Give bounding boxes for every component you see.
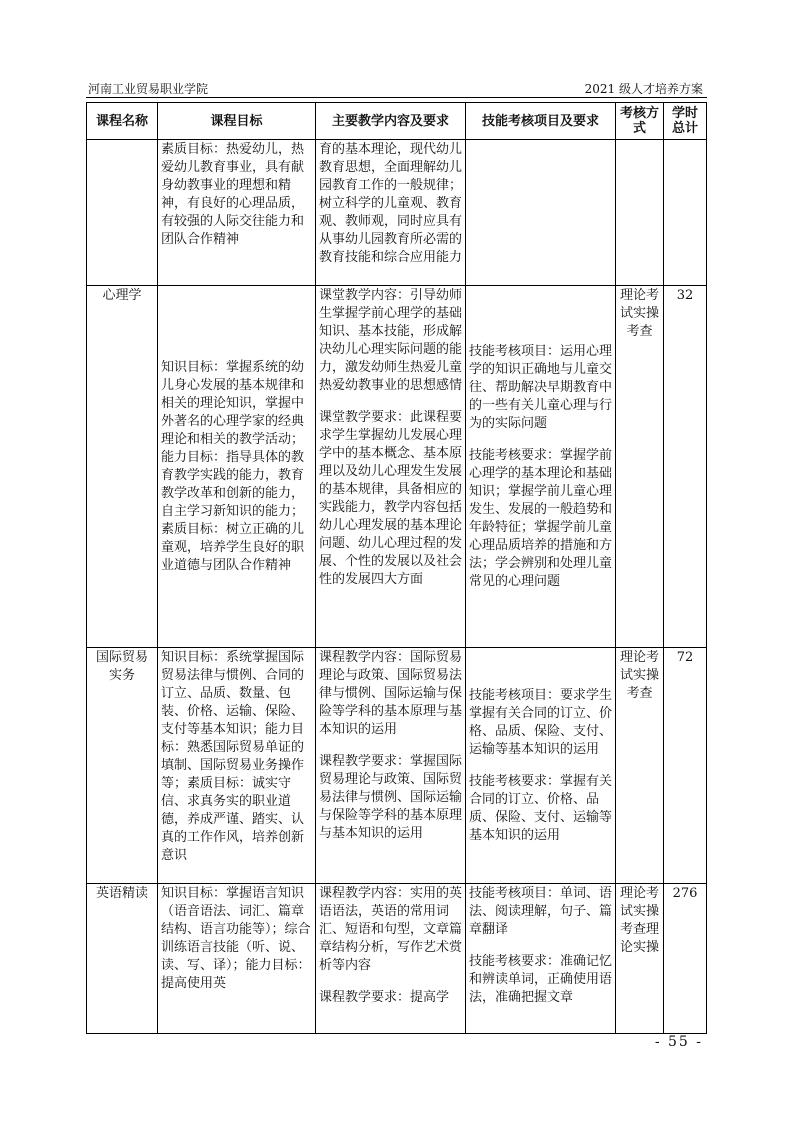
course-goal-text: 素质目标：热爱幼儿，热爱幼儿教育事业，具有献身幼教事业的理想和精神，有良好的心理品质，有较强的人际交往能力和团队合作精神 — [161, 142, 305, 247]
assessment-method-cell — [616, 648, 664, 884]
teaching-content-cell — [316, 286, 466, 648]
assessment-method-cell — [616, 140, 664, 286]
teaching-content-cell — [316, 648, 466, 884]
header-assessment-method: 考核方式 — [616, 103, 664, 140]
total-hours-cell: 276 — [664, 884, 707, 1034]
content-paragraph: 课程教学内容：国际贸易理论与政策、国际贸易法律与惯例、国际运输与保险等学科的基本原理与基本知识的运用 — [319, 650, 463, 737]
curriculum-table — [86, 102, 707, 1034]
header-skill-assessment: 技能考核项目及要求 — [466, 103, 616, 140]
document-title: 2021 级人才培养方案 — [584, 82, 703, 96]
skill-assessment-cell — [466, 286, 616, 648]
course-name-cell: 英语精读 — [87, 884, 158, 1034]
skill-requirement-paragraph: 技能考核要求：掌握学前心理学的基本理论和基础知识；掌握学前儿童心理发生、发展的一般趋势和年龄特征；掌握学前儿童心理品质培养的措施和方法；学会辨别和处理儿童常见的心理问题 — [469, 447, 613, 589]
page-number: - 55 - — [654, 1034, 703, 1050]
course-goal-cell — [158, 648, 316, 884]
school-name: 河南工业贸易职业学院 — [88, 82, 209, 96]
skill-assessment-cell — [466, 884, 616, 1034]
table-row — [87, 648, 707, 884]
header-course-name: 课程名称 — [87, 103, 158, 140]
table-row — [87, 286, 707, 648]
content-requirement-paragraph: 课堂教学要求：此课程要求学生掌握幼儿发展心理学中的基本概念、基本原理以及幼儿心理发生发展的基本规律，具备相应的实践能力，教学内容包括幼儿心理发展的基本理论问题、幼儿心理过程的发展、个性的发展以及社会性的发展四大方面 — [319, 410, 463, 587]
teaching-content-cell — [316, 140, 466, 286]
course-goal-text: 知识目标：系统掌握国际贸易法律与惯例、合同的订立、品质、数量、包装、价格、运输、保险、支付等基本知识；能力目标：熟悉国际贸易单证的填制、国际贸易业务操作等；素质目标：诚实守信、求真务实的职业道德，养成严谨、踏实、认真的工作作风，培养创新意识 — [161, 650, 305, 863]
header-total-hours: 学时总计 — [664, 103, 707, 140]
course-name-cell: 心理学 — [87, 286, 158, 648]
total-hours-cell: 32 — [664, 286, 707, 648]
course-goal-cell — [158, 286, 316, 648]
table-row — [87, 140, 707, 286]
content-requirement-paragraph: 课程教学要求：提高学 — [319, 990, 450, 1005]
assessment-method-text: 理论考试实操考查 — [619, 288, 659, 339]
skill-item-paragraph: 技能考核项目：要求学生掌握有关合同的订立、价格、品质、保险、支付、运输等基本知识的运用 — [469, 687, 613, 757]
course-goal-cell — [158, 140, 316, 286]
skill-requirement-paragraph: 技能考核要求：准确记忆和辨读单词，正确使用语法，准确把握文章 — [469, 954, 613, 1005]
course-goal-text: 知识目标：掌握系统的幼儿身心发展的基本规律和相关的理论知识，掌握中外著名的心理学家的经典理论和相关的教学活动；能力目标：指导具体的教育教学实践的能力，教育教学改革和创新的能力，自主学习新知识的能力；素质目标：树立正确的儿童观，培养学生良好的职业道德与团队合作精神 — [161, 359, 305, 573]
skill-item-paragraph: 技能考核项目：单词、语法、阅读理解，句子、篇章翻译 — [469, 886, 613, 937]
skill-item-paragraph: 技能考核项目：运用心理学的知识正确地与儿童交往、帮助解决早期教育中的一些有关儿童心理与行为的实际问题 — [469, 343, 613, 431]
content-requirement-paragraph: 课程教学要求：掌握国际贸易理论与政策、国际贸易法律与惯例、国际运输与保险等学科的基本原理与基本知识的运用 — [319, 754, 463, 841]
skill-assessment-cell — [466, 648, 616, 884]
content-paragraph: 课程教学内容：实用的英语语法，英语的常用词汇、短语和句型，文章篇章结构分析，写作艺术赏析等内容 — [319, 886, 463, 973]
course-name-cell — [87, 140, 158, 286]
total-hours-cell: 72 — [664, 648, 707, 884]
header-divider — [86, 97, 707, 98]
header-course-goal: 课程目标 — [158, 103, 316, 140]
header-teaching-content: 主要教学内容及要求 — [316, 103, 466, 140]
content-paragraph: 育的基本理论，现代幼儿教育思想，全面理解幼儿园教育工作的一般规律；树立科学的儿童观、教育观、教师观，同时应具有从事幼儿园教育所必需的教育技能和综合应用能力 — [319, 142, 463, 265]
skill-assessment-cell — [466, 140, 616, 286]
teaching-content-cell — [316, 884, 466, 1034]
total-hours-cell — [664, 140, 707, 286]
content-paragraph: 课堂教学内容：引导幼师生掌握学前心理学的基础知识、基本技能，形成解决幼儿心理实际问题的能力，激发幼师生热爱儿童热爱幼教事业的思想感情 — [319, 288, 463, 393]
assessment-method-cell — [616, 884, 664, 1034]
assessment-method-text: 理论考试实操考查 — [619, 650, 659, 701]
table-row — [87, 884, 707, 1034]
assessment-method-text: 理论考试实操考查理论实操 — [619, 886, 659, 955]
assessment-method-cell — [616, 286, 664, 648]
table-header-row — [87, 103, 707, 140]
course-name-cell: 国际贸易实务 — [87, 648, 158, 884]
course-goal-cell — [158, 884, 316, 1034]
course-goal-text: 知识目标：掌握语言知识（语音语法、词汇、篇章结构、语言功能等）；综合训练语言技能（听、说、读、写、译）；能力目标：提高使用英 — [161, 886, 311, 991]
skill-requirement-paragraph: 技能考核要求：掌握有关合同的订立、价格、品质、保险、支付、运输等基本知识的运用 — [469, 773, 613, 843]
